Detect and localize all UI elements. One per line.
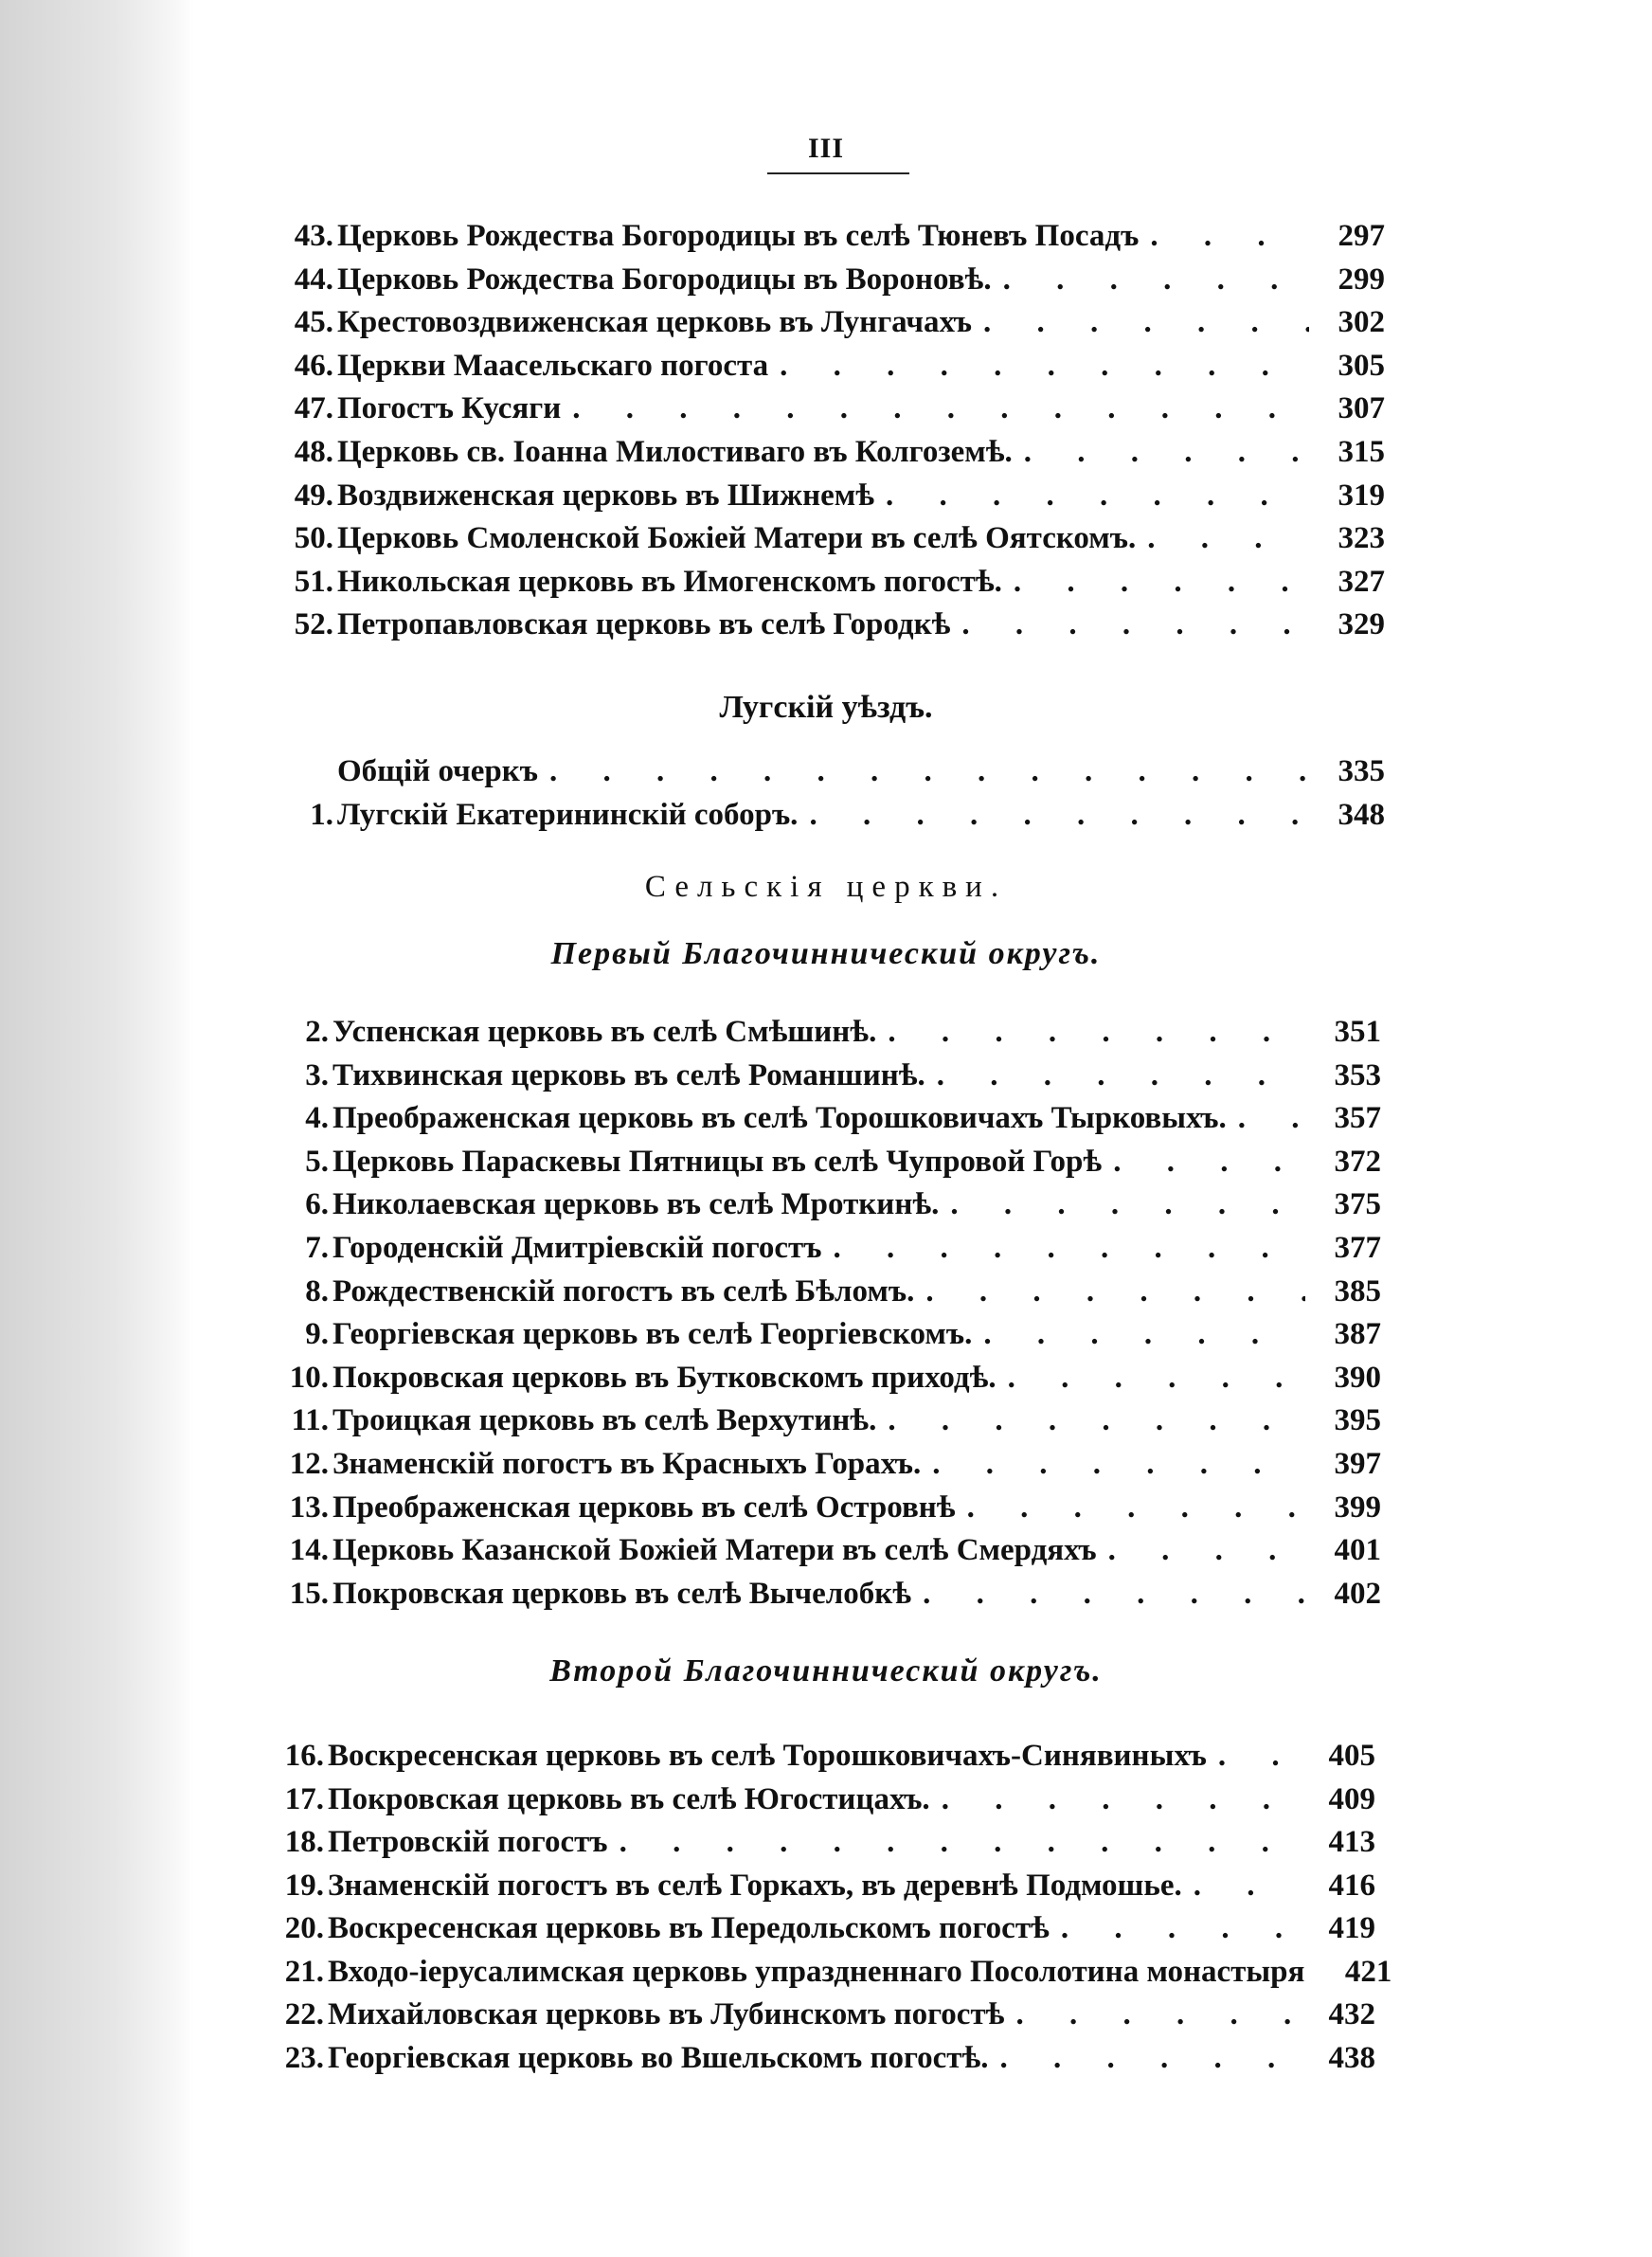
- toc-entry-number: 20.: [284, 1911, 324, 1945]
- toc-entry-number: 12.: [289, 1447, 329, 1481]
- toc-entry-title: Петропавловская церковь въ селѣ Городкѣ: [337, 607, 951, 642]
- toc-entry-page: 413: [1328, 1825, 1375, 1859]
- toc-entry: [275, 751, 1385, 791]
- dot-leader: [834, 1228, 1305, 1268]
- scan-gutter-shadow: [0, 0, 194, 2257]
- toc-entry-page: 372: [1334, 1144, 1381, 1179]
- toc-entry-page: 351: [1334, 1015, 1381, 1049]
- toc-entry-title: Покровская церковь въ селѣ Югостицахъ.: [328, 1781, 930, 1816]
- toc-entry-page: 353: [1334, 1057, 1381, 1092]
- toc-entry-title: Церковь Смоленской Божіей Матери въ селѣ Оятскомъ.: [337, 521, 1137, 556]
- dot-leader: [1113, 1142, 1305, 1182]
- toc-entry-page: 387: [1334, 1317, 1381, 1352]
- toc-entry-title: Покровская церковь въ Бутковскомъ приходѣ.: [332, 1360, 997, 1395]
- toc-entry: [270, 1012, 1381, 1052]
- toc-entry-title: Рождественскій погостъ въ селѣ Бѣломъ.: [332, 1273, 915, 1309]
- toc-entry-title: Церковь св. Іоанна Милостиваго въ Колгоземѣ.: [337, 435, 1013, 469]
- toc-entry-number: 5.: [305, 1144, 329, 1179]
- toc-entry-page: 419: [1328, 1911, 1375, 1945]
- dot-leader: [1003, 260, 1309, 299]
- toc-entry-title: Церкви Маасельскаго погоста: [337, 348, 769, 383]
- toc-entry-page: 327: [1338, 564, 1385, 599]
- toc-entry: [275, 432, 1385, 472]
- dot-leader: [967, 1488, 1305, 1527]
- heading-district-1: Первый Благочиннический округъ.: [550, 936, 1102, 971]
- dot-leader: [961, 605, 1309, 644]
- dot-leader: [983, 1314, 1305, 1354]
- dot-leader: [1238, 1098, 1305, 1138]
- toc-entry-number: 21.: [284, 1954, 324, 1989]
- page-number: III: [807, 133, 845, 164]
- toc-entry: [265, 1822, 1375, 1862]
- toc-entry-title: Преображенская церковь въ селѣ Торошковичахъ Тырковыхъ.: [332, 1101, 1227, 1136]
- toc-entry-title: Михайловская церковь въ Лубинскомъ погостѣ: [328, 1997, 1005, 2031]
- heading-rural-churches: Сельскія церкви.: [644, 870, 1008, 904]
- dot-leader: [886, 476, 1309, 515]
- dot-leader: [549, 751, 1309, 791]
- toc-entry: [275, 216, 1385, 256]
- toc-entry: [265, 1908, 1375, 1948]
- toc-entry-number: 4.: [305, 1101, 329, 1136]
- toc-entry-title: Тихвинская церковь въ селѣ Романшинѣ.: [332, 1057, 925, 1092]
- toc-entry-title: Воздвиженская церковь въ Шижнемѣ: [337, 478, 875, 513]
- dot-leader: [937, 1056, 1305, 1095]
- toc-entry: [270, 1444, 1381, 1484]
- toc-entry-title: Церковь Параскевы Пятницы въ селѣ Чупровой Горѣ: [332, 1144, 1103, 1179]
- toc-entry-title: Знаменскій погостъ въ селѣ Горкахъ, въ деревнѣ Подмошье.: [328, 1868, 1182, 1903]
- dot-leader: [1150, 216, 1309, 256]
- toc-entry-number: 13.: [289, 1490, 329, 1525]
- toc-entry: [265, 2038, 1375, 2078]
- toc-entry: [265, 1866, 1375, 1905]
- page-number-rule: [767, 172, 909, 174]
- toc-entry-page: 409: [1328, 1781, 1375, 1816]
- toc-entry-title: Церковь Рождества Богородицы въ селѣ Тюневъ Посадъ: [337, 219, 1140, 253]
- dot-leader: [1147, 518, 1309, 558]
- toc-entry-number: 10.: [289, 1360, 329, 1395]
- dot-leader: [1061, 1908, 1300, 1948]
- toc-entry-page: 438: [1328, 2040, 1375, 2075]
- toc-entry-page: 329: [1338, 607, 1385, 642]
- toc-entry-page: 385: [1334, 1273, 1381, 1309]
- toc-entry-title: Городенскій Дмитріевскій погостъ: [332, 1231, 822, 1265]
- dot-leader: [1108, 1530, 1305, 1570]
- toc-entry: [270, 1488, 1381, 1527]
- dot-leader: [780, 346, 1309, 386]
- toc-entry-number: 14.: [289, 1533, 329, 1568]
- toc-entry-number: 9.: [305, 1317, 329, 1352]
- toc-entry-page: 432: [1328, 1997, 1375, 2031]
- toc-entry-title: Знаменскій погостъ въ Красныхъ Горахъ.: [332, 1447, 922, 1481]
- toc-entry: [275, 346, 1385, 386]
- toc-entry-page: 397: [1334, 1447, 1381, 1481]
- dot-leader: [1015, 1995, 1300, 2034]
- toc-entry-title: Успенская церковь въ селѣ Смѣшинѣ.: [332, 1015, 877, 1049]
- dot-leader: [888, 1400, 1305, 1440]
- toc-entry: [270, 1228, 1381, 1268]
- toc-entry-number: 45.: [294, 305, 333, 340]
- toc-entry-title: Преображенская церковь въ селѣ Островнѣ: [332, 1490, 956, 1525]
- dot-leader: [983, 302, 1309, 342]
- toc-entry-number: 52.: [294, 607, 333, 642]
- toc-entry: [275, 260, 1385, 299]
- toc-entry-page: 377: [1334, 1231, 1381, 1265]
- dot-leader: [572, 388, 1309, 428]
- toc-entry-page: 307: [1338, 391, 1385, 426]
- toc-entry-title: Общій очеркъ: [337, 754, 538, 788]
- toc-entry-page: 357: [1334, 1101, 1381, 1136]
- toc-entry: [265, 1779, 1375, 1819]
- toc-entry-title: Никольская церковь въ Имогенскомъ погостѣ.: [337, 564, 1002, 599]
- toc-entry-title: Троицкая церковь въ селѣ Верхутинѣ.: [332, 1403, 877, 1438]
- toc-entry-page: 401: [1334, 1533, 1381, 1568]
- toc-entry: [265, 1952, 1392, 1992]
- dot-leader: [950, 1184, 1305, 1224]
- toc-entry-page: 395: [1334, 1403, 1381, 1438]
- dot-leader: [888, 1012, 1305, 1052]
- toc-entry-number: 3.: [305, 1057, 329, 1092]
- toc-entry: [270, 1142, 1381, 1182]
- toc-entry-number: 44.: [294, 262, 333, 297]
- toc-entry: [275, 605, 1385, 644]
- toc-entry-number: 19.: [284, 1868, 324, 1903]
- dot-leader: [1000, 2038, 1300, 2078]
- toc-entry-number: 1.: [310, 798, 333, 832]
- toc-entry-number: 11.: [291, 1403, 329, 1438]
- toc-entry-page: 297: [1338, 219, 1385, 253]
- toc-entry-page: 323: [1338, 521, 1385, 556]
- toc-entry: [275, 518, 1385, 558]
- toc-entry: [270, 1400, 1381, 1440]
- toc-entry-title: Воскресенская церковь въ селѣ Торошковичахъ-Синявиныхъ: [328, 1739, 1207, 1773]
- toc-entry: [275, 562, 1385, 602]
- toc-entry-number: 22.: [284, 1997, 324, 2031]
- heading-district-2: Второй Благочиннический округъ.: [549, 1653, 1103, 1688]
- dot-leader: [1218, 1736, 1300, 1776]
- toc-entry-number: 17.: [284, 1781, 324, 1816]
- toc-entry-title: Входо-іерусалимская церковь упраздненнаго Посолотина монастыря: [328, 1954, 1305, 1989]
- toc-entry-page: 319: [1338, 478, 1385, 513]
- toc-entry-title: Георгіевская церковь во Вшельскомъ погостѣ.: [328, 2040, 989, 2075]
- toc-entry: [270, 1098, 1381, 1138]
- toc-entry-number: 8.: [305, 1273, 329, 1309]
- toc-entry-page: 421: [1344, 1954, 1392, 1989]
- toc-entry-number: 6.: [305, 1187, 329, 1222]
- toc-entry-number: 2.: [305, 1015, 329, 1049]
- dot-leader: [1014, 562, 1309, 602]
- toc-entry-number: 49.: [294, 478, 333, 513]
- toc-entry-number: 15.: [289, 1576, 329, 1611]
- heading-uezd: Лугскій уѣздъ.: [719, 690, 933, 725]
- toc-entry-title: Крестовоздвиженская церковь въ Лунгачахъ: [337, 305, 972, 340]
- toc-entry-title: Николаевская церковь въ селѣ Мроткинѣ.: [332, 1187, 940, 1222]
- toc-entry-title: Церковь Рождества Богородицы въ Вороновѣ.: [337, 262, 992, 297]
- dot-leader: [809, 795, 1309, 835]
- toc-entry: [275, 476, 1385, 515]
- toc-entry-number: 23.: [284, 2040, 324, 2075]
- toc-entry-title: Церковь Казанской Божіей Матери въ селѣ Смердяхъ: [332, 1533, 1097, 1568]
- toc-entry-title: Георгіевская церковь въ селѣ Георгіевскомъ.: [332, 1317, 973, 1352]
- toc-entry-title: Воскресенская церковь въ Передольскомъ погостѣ: [328, 1911, 1050, 1945]
- toc-entry-page: 375: [1334, 1187, 1381, 1222]
- toc-entry-number: 50.: [294, 521, 333, 556]
- toc-entry: [270, 1272, 1381, 1311]
- toc-entry: [270, 1184, 1381, 1224]
- toc-entry: [275, 388, 1385, 428]
- toc-entry-page: 335: [1338, 754, 1385, 788]
- toc-entry-title: Погостъ Кусяги: [337, 391, 562, 426]
- toc-entry-page: 416: [1328, 1868, 1375, 1903]
- toc-entry-title: Лугскій Екатерининскій соборъ.: [337, 798, 799, 832]
- toc-entry-page: 402: [1334, 1576, 1381, 1611]
- toc-entry-page: 299: [1338, 262, 1385, 297]
- toc-entry: [265, 1995, 1375, 2034]
- toc-entry-title: Петровскій погостъ: [328, 1825, 608, 1859]
- toc-entry-page: 405: [1328, 1739, 1375, 1773]
- toc-entry-page: 399: [1334, 1490, 1381, 1525]
- dot-leader: [942, 1779, 1300, 1819]
- toc-entry-number: 43.: [294, 219, 333, 253]
- toc-entry-page: 348: [1338, 798, 1385, 832]
- toc-entry-page: 302: [1338, 305, 1385, 340]
- toc-entry: [270, 1056, 1381, 1095]
- toc-entry: [275, 302, 1385, 342]
- toc-entry: [270, 1530, 1381, 1570]
- dot-leader: [1194, 1866, 1300, 1905]
- dot-leader: [923, 1574, 1305, 1614]
- toc-entry-number: 7.: [305, 1231, 329, 1265]
- toc-entry-number: 16.: [284, 1739, 324, 1773]
- toc-entry-title: Покровская церковь въ селѣ Вычелобкѣ: [332, 1576, 912, 1611]
- toc-entry-page: 305: [1338, 348, 1385, 383]
- dot-leader: [925, 1272, 1305, 1311]
- toc-entry: [270, 1314, 1381, 1354]
- toc-entry: [270, 1358, 1381, 1398]
- toc-entry: [265, 1736, 1375, 1776]
- dot-leader: [1008, 1358, 1305, 1398]
- toc-entry-number: 48.: [294, 435, 333, 469]
- toc-entry-number: 46.: [294, 348, 333, 383]
- dot-leader: [620, 1822, 1300, 1862]
- toc-entry-page: 315: [1338, 435, 1385, 469]
- toc-entry: [275, 795, 1385, 835]
- toc-entry-number: 18.: [284, 1825, 324, 1859]
- toc-entry: [270, 1574, 1381, 1614]
- toc-entry-number: 51.: [294, 564, 333, 599]
- toc-entry-number: 47.: [294, 391, 333, 426]
- dot-leader: [1024, 432, 1309, 472]
- toc-entry-page: 390: [1334, 1360, 1381, 1395]
- dot-leader: [932, 1444, 1305, 1484]
